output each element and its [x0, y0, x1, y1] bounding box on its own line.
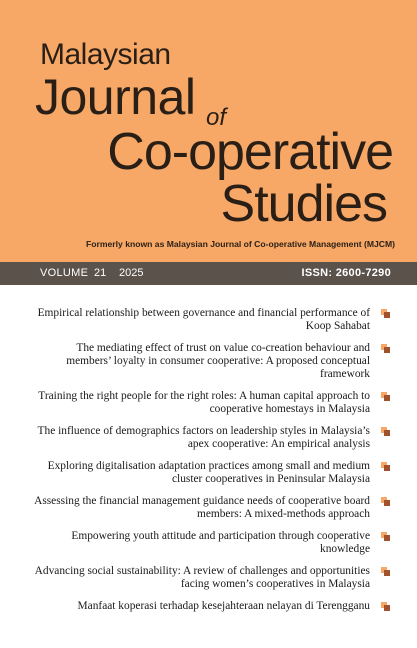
- bullet-squares-icon: [381, 309, 390, 318]
- bullet-squares-icon: [381, 427, 390, 436]
- article-title: The influence of demographics factors on leadership styles in Malaysia’s apex cooperative: An empirical analysis: [37, 425, 370, 450]
- toc-item: [30, 342, 390, 381]
- bullet-squares-icon: [381, 602, 390, 611]
- volume-number: 21: [94, 267, 107, 279]
- article-title: Manfaat koperasi terhadap kesejahteraan nelayan di Terengganu: [77, 600, 370, 612]
- bullet-squares-icon: [381, 462, 390, 471]
- toc-item: [30, 425, 390, 451]
- table-of-contents: [30, 307, 390, 622]
- article-title: Exploring digitalisation adaptation practices among small and medium cluster cooperatives in Peninsular Malaysia: [47, 460, 370, 485]
- journal-title-malaysian: Malaysian: [40, 38, 171, 71]
- journal-title-journal: Journal: [35, 69, 196, 125]
- toc-item: [30, 460, 390, 486]
- issue-bar: [0, 262, 417, 285]
- article-title: Advancing social sustainability: A review of challenges and opportunities facing women’s cooperatives in Malaysia: [34, 565, 370, 590]
- article-title: The mediating effect of trust on value co-creation behaviour and members’ loyalty in consumer cooperative: A proposed conceptual framework: [66, 342, 370, 380]
- toc-item: [30, 565, 390, 591]
- toc-item: [30, 600, 390, 613]
- journal-title-studies: Studies: [220, 175, 387, 233]
- bullet-squares-icon: [381, 532, 390, 541]
- article-title: Training the right people for the right roles: A human capital approach to cooperative homestays in Malaysia: [38, 390, 370, 415]
- article-title: Assessing the financial management guidance needs of cooperative board members: A mixed-methods approach: [34, 495, 370, 520]
- toc-item: [30, 307, 390, 333]
- volume-label: VOLUME: [40, 267, 89, 279]
- bullet-squares-icon: [381, 497, 390, 506]
- toc-item: [30, 495, 390, 521]
- toc-item: [30, 530, 390, 556]
- article-title: Empowering youth attitude and participation through cooperative knowledge: [71, 530, 370, 555]
- journal-title-of: of: [206, 104, 227, 131]
- bullet-squares-icon: [381, 344, 390, 353]
- issn: ISSN: 2600-7290: [301, 267, 391, 279]
- issue-year: 2025: [119, 267, 144, 279]
- formerly-known-as: Formerly known as Malaysian Journal of Co-operative Management (MJCM): [86, 239, 395, 249]
- toc-item: [30, 390, 390, 416]
- bullet-squares-icon: [381, 392, 390, 401]
- masthead: [0, 0, 417, 262]
- journal-title-cooperative: Co-operative: [107, 123, 393, 181]
- bullet-squares-icon: [381, 567, 390, 576]
- article-title: Empirical relationship between governance and financial performance of Koop Sahabat: [37, 307, 370, 332]
